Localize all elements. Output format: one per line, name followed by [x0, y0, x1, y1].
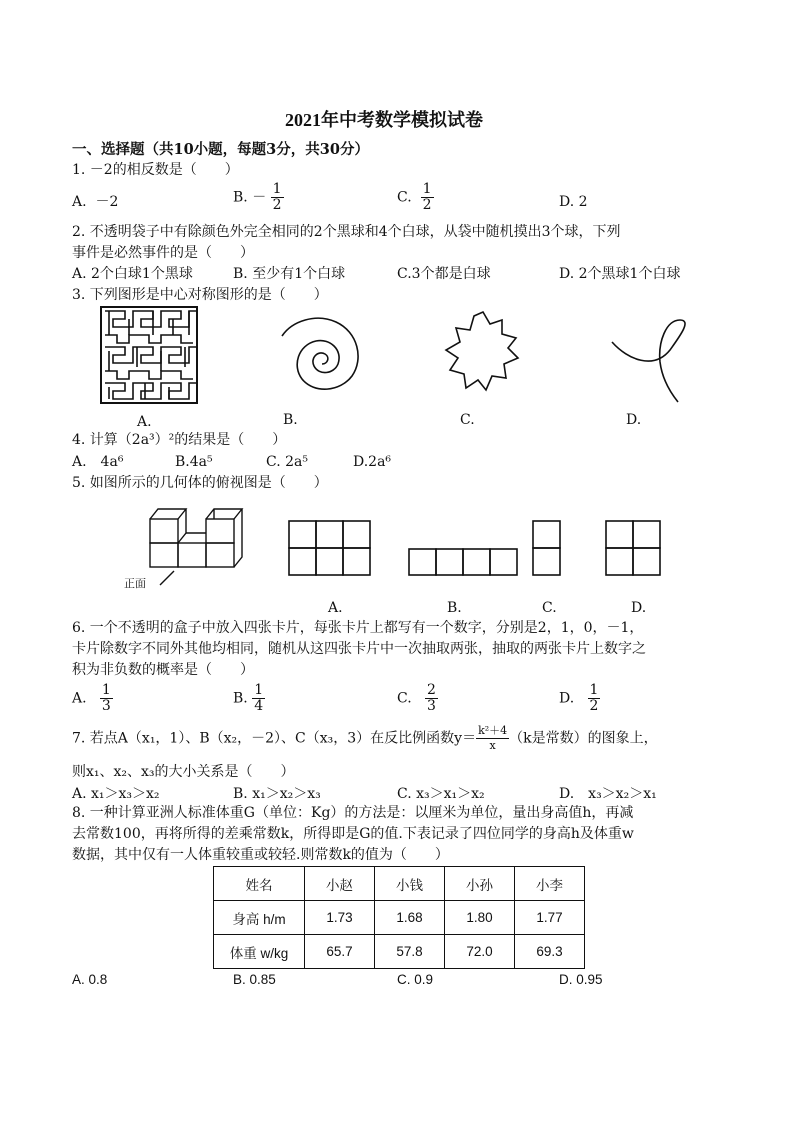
- q1-option-c: C. $\frac{1}{2}$: [397, 181, 432, 213]
- q3-label-c: C.: [460, 412, 475, 428]
- q8-stem-line3: 数据，其中仅有一人体重较重或较轻.则常数k的值为（ ）: [72, 847, 449, 863]
- q3-label-d: D.: [626, 412, 642, 428]
- q3-figure-b-spiral: [272, 312, 372, 407]
- q6-stem-line3: 积为非负数的概率是（ ）: [72, 662, 254, 678]
- page-title: 2021年中考数学模拟试卷: [285, 110, 483, 130]
- q3-figure-a-maze: [100, 306, 198, 404]
- table-cell: 69.3: [515, 935, 585, 969]
- q5-figure-a: [288, 520, 372, 576]
- table-cell: 1.73: [305, 901, 375, 935]
- q4-stem: 4. 计算（2a³）²的结果是（ ）: [72, 432, 287, 448]
- q5-label-b: B.: [447, 600, 462, 616]
- q5-label-d: D.: [631, 600, 647, 616]
- q6-option-a: A. $\frac{1}{3}$: [72, 682, 111, 714]
- table-cell: 身高 h/m: [214, 901, 305, 935]
- q6-stem-line1: 6. 一个不透明的盒子中放入四张卡片，每张卡片上都写有一个数字，分别是2，1，0，－1，: [72, 620, 644, 636]
- q2-option-c: C.3个都是白球: [397, 266, 491, 282]
- q8-option-d: D. 0.95: [559, 972, 603, 987]
- q2-option-a: A. 2个白球1个黑球: [72, 266, 193, 282]
- q1-option-b: B. － $\frac{1}{2}$: [233, 181, 282, 213]
- table-cell: 1.77: [515, 901, 585, 935]
- q8-data-table: [213, 866, 585, 969]
- q7-option-c: C. x₃＞x₁＞x₂: [397, 786, 485, 802]
- q3-stem: 3. 下列图形是中心对称图形的是（ ）: [72, 287, 328, 303]
- table-cell: 1.80: [445, 901, 515, 935]
- q1-stem: 1. －2的相反数是（ ）: [72, 162, 239, 178]
- q5-front-label: 正面: [124, 578, 146, 590]
- q4-option-d: D.2a⁶: [353, 454, 392, 470]
- q6-option-b: B. $\frac{1}{4}$: [233, 682, 264, 714]
- q7-stem-line1: 7. 若点A（x₁，1）、B（x₂，－2）、C（x₃，3）在反比例函数y＝ $\frac{\text{k²＋4}}{x}$ （k是常数）的图象上，: [72, 724, 658, 752]
- q5-label-a: A.: [328, 600, 343, 616]
- q5-label-c: C.: [542, 600, 557, 616]
- q2-option-b: B. 至少有1个白球: [233, 266, 346, 282]
- q2-option-d: D. 2个黑球1个白球: [559, 266, 681, 282]
- q6-stem-line2: 卡片除数字不同外其他均相同，随机从这四张卡片中一次抽取两张，抽取的两张卡片上数字之: [72, 641, 646, 657]
- table-cell: 体重 w/kg: [214, 935, 305, 969]
- q3-figure-d-curve: [608, 316, 700, 406]
- q5-figure-c: [532, 520, 562, 576]
- q8-stem-line2: 去常数100，再将所得的差乘常数k，所得即是G的值.下表记录了四位同学的身高h及体重w: [72, 826, 634, 842]
- table-cell: 65.7: [305, 935, 375, 969]
- q8-stem-line1: 8. 一种计算亚洲人标准体重G（单位：Kg）的方法是：以厘米为单位，量出身高值h，再减: [72, 805, 634, 821]
- q5-stem: 5. 如图所示的几何体的俯视图是（ ）: [72, 475, 328, 491]
- q6-option-c: C. $\frac{2}{3}$: [397, 682, 436, 714]
- q5-figure-b: [408, 548, 520, 576]
- q8-option-b: B. 0.85: [233, 972, 276, 987]
- table-cell: 小李: [515, 867, 585, 901]
- table-cell: 小孙: [445, 867, 515, 901]
- table-row: [214, 901, 585, 935]
- q7-option-a: A. x₁＞x₃＞x₂: [72, 786, 160, 802]
- q3-label-a: A.: [137, 414, 152, 430]
- table-cell: 小赵: [305, 867, 375, 901]
- q2-stem-line2: 事件是必然事件的是（ ）: [72, 245, 254, 261]
- table-header-row: [214, 867, 585, 901]
- table-cell: 1.68: [375, 901, 445, 935]
- q7-option-d: D. x₃＞x₂＞x₁: [559, 786, 657, 802]
- table-row: [214, 935, 585, 969]
- table-cell: 72.0: [445, 935, 515, 969]
- q1-option-d: D. 2: [559, 194, 588, 210]
- q1-option-a: A. －2: [72, 194, 119, 210]
- q7-stem-line2: 则x₁、x₂、x₃的大小关系是（ ）: [72, 764, 295, 780]
- q3-figure-c-snowflake: [442, 308, 524, 400]
- q4-option-b: B.4a⁵: [175, 454, 213, 470]
- q3-label-b: B.: [283, 412, 298, 428]
- table-cell: 姓名: [214, 867, 305, 901]
- q7-option-b: B. x₁＞x₂＞x₃: [233, 786, 321, 802]
- q8-option-a: A. 0.8: [72, 972, 108, 987]
- q6-option-d: D. $\frac{1}{2}$: [559, 682, 599, 714]
- q2-stem-line1: 2. 不透明袋子中有除颜色外完全相同的2个黑球和4个白球，从袋中随机摸出3个球，下列: [72, 224, 621, 240]
- q5-figure-d: [605, 520, 661, 576]
- table-cell: 小钱: [375, 867, 445, 901]
- q8-option-c: C. 0.9: [397, 972, 434, 987]
- section-heading: 一、选择题（共10小题，每题3分，共30分）: [72, 141, 369, 158]
- table-cell: 57.8: [375, 935, 445, 969]
- q4-option-a: A. 4a⁶: [72, 454, 124, 470]
- q4-option-c: C. 2a⁵: [266, 454, 308, 470]
